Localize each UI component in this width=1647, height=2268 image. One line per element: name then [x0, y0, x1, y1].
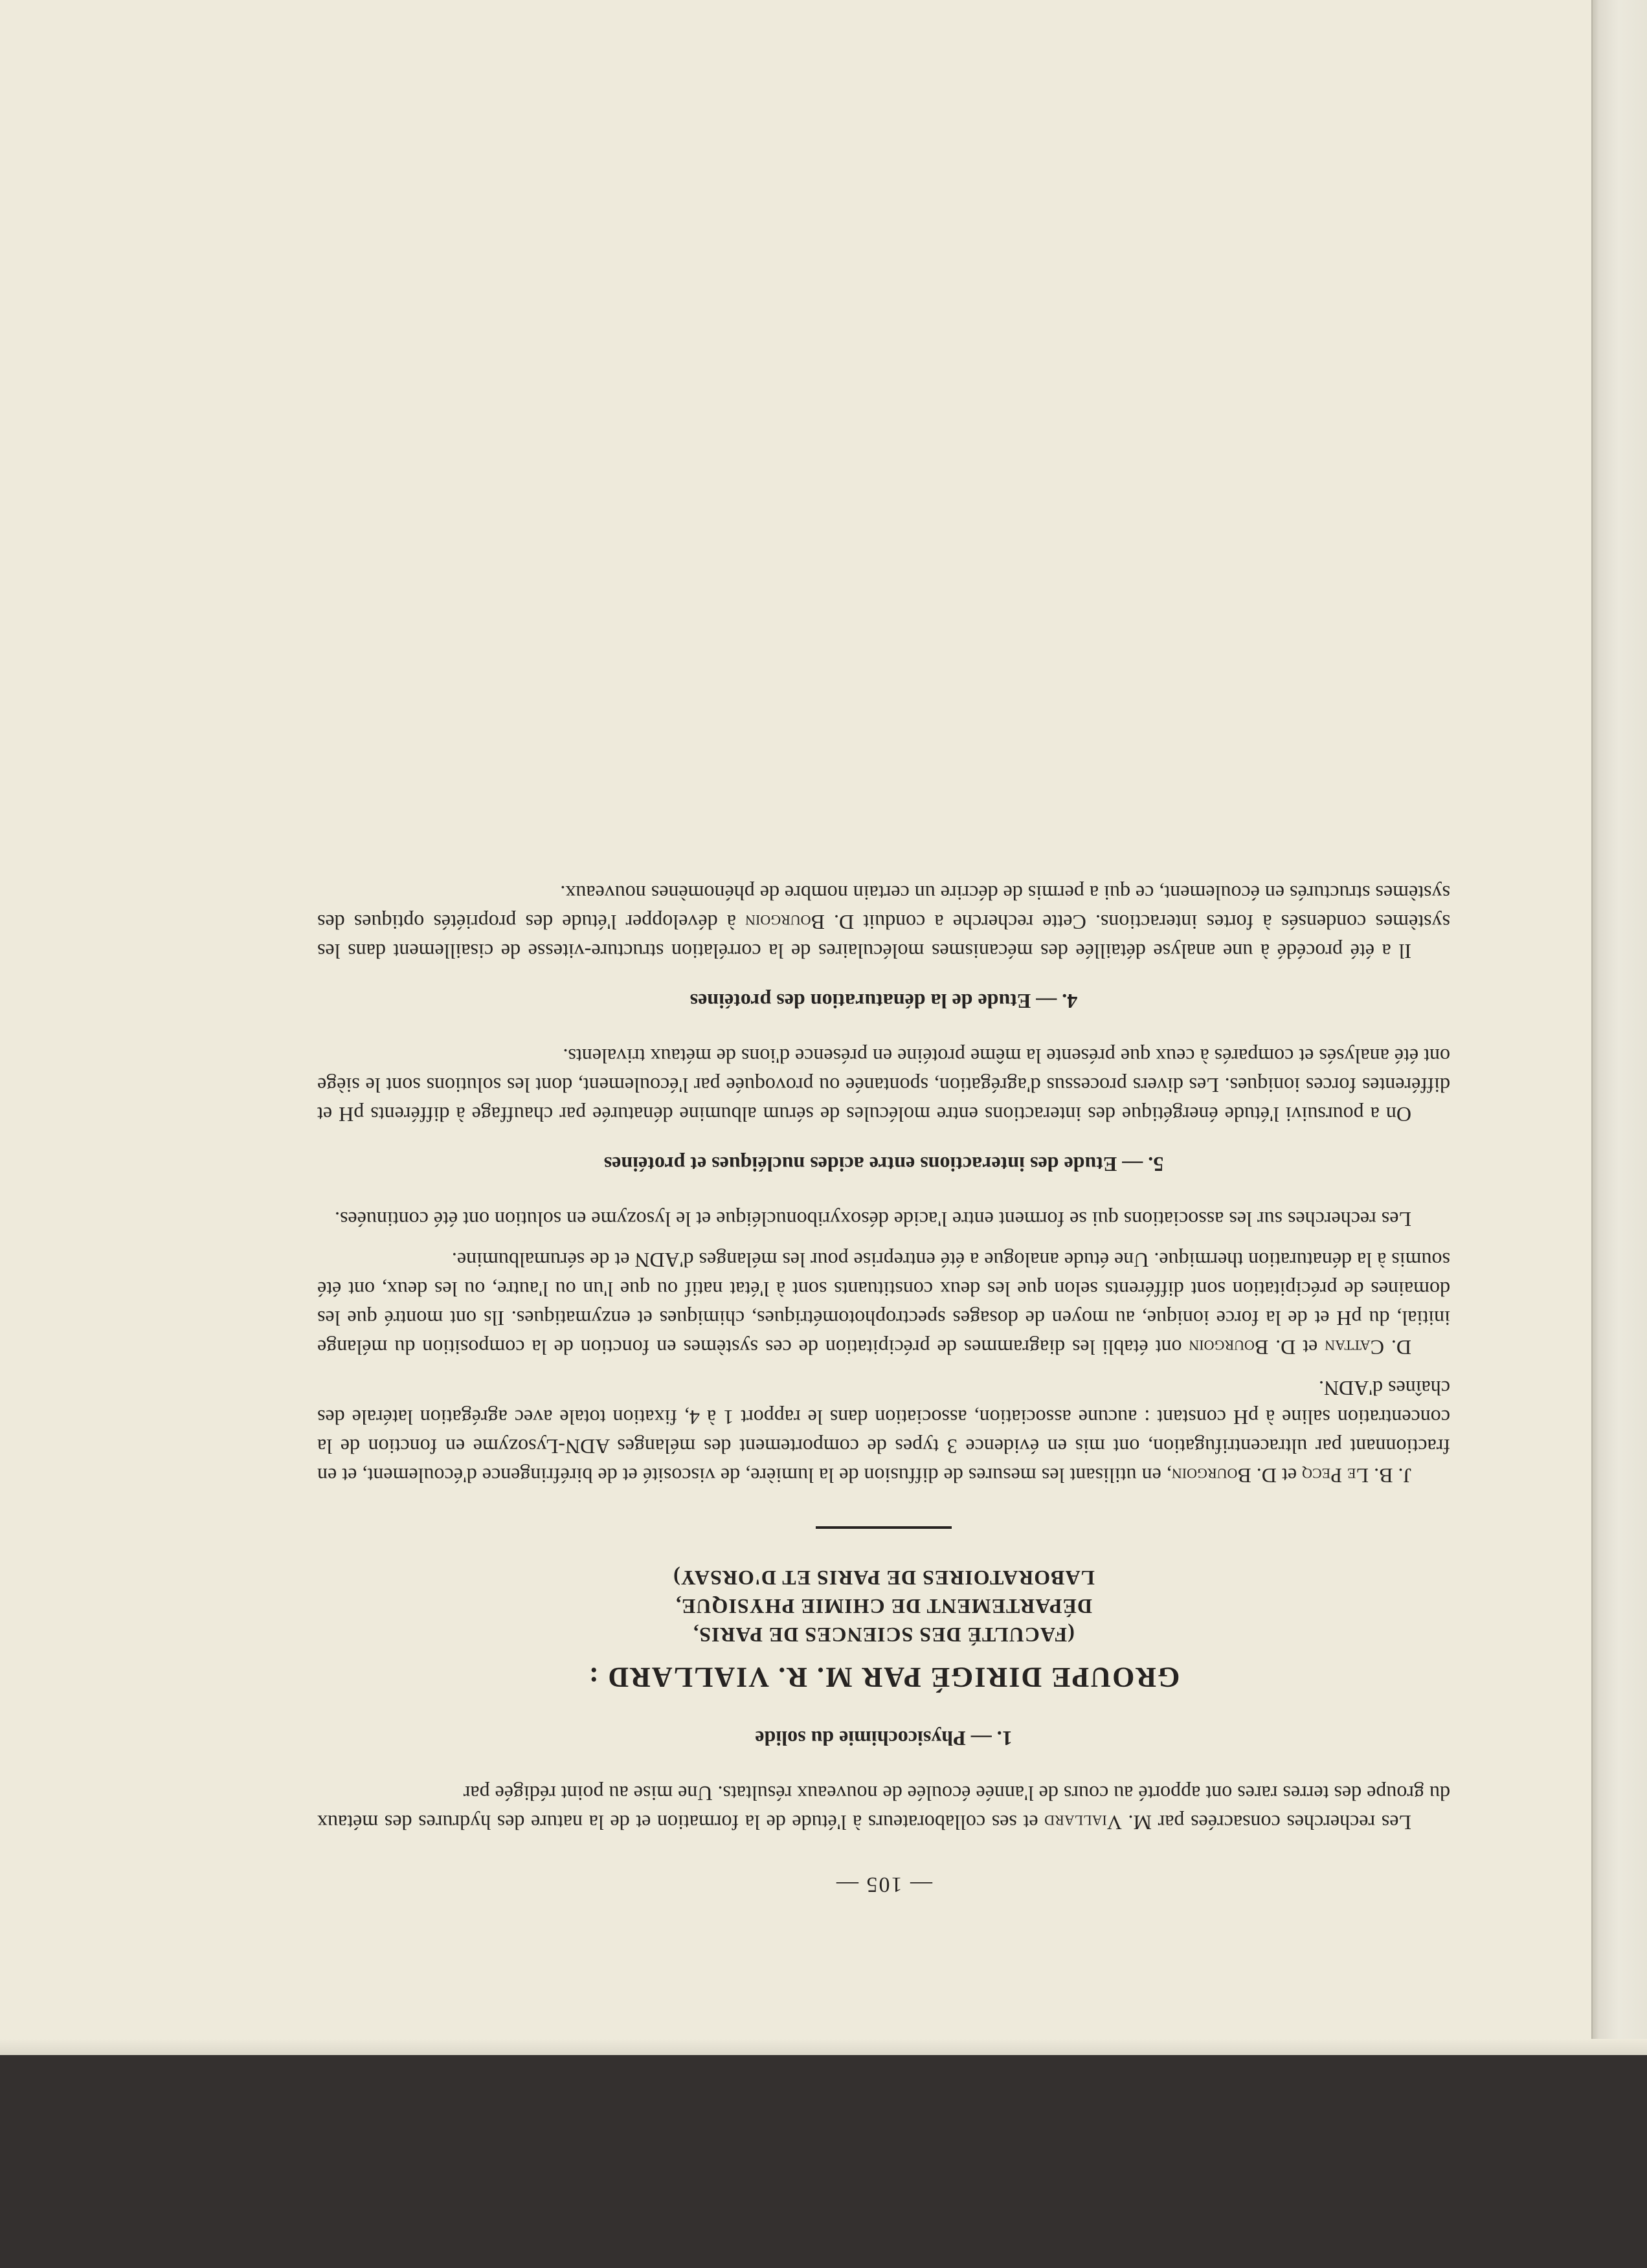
- adjacent-page-edge: [1591, 0, 1647, 2055]
- section-title-4: 4. — Etude de la dénaturation des protéines: [689, 990, 1078, 1013]
- paragraph-denaturation: On a poursuivi l'étude énergétique des interactions entre molécules de sérum albumine dénaturée par chauffage à différents pH et différentes forces ioniques. Les divers processus d'agrégation, spontanée ou provoquée par l'écoulement, dont les solutions sont le siège ont été analysés et comparés à ceux que présente la même protéine en présence d'ions de métaux trivalents.: [317, 1045, 1450, 1126]
- paragraph-dna-precipitation: D. Cattan et D. Bourgoin ont établi les diagrammes de précipitation de ces systèmes en fonction de la composition du mélange initial, du pH et de la force ionique, au moyen de dosages spectrophotométriques, chimiques et enzymatiques. Ils ont montré que les domaines de précipitation sont différents selon que les deux constituants sont à l'état natif ou que l'un ou l'autre, ou les deux, ont été soumis à la dénaturation thermique. Une étude analogue a été entreprise pour les mélanges d'ADN et de sérumalbumine.: [317, 1249, 1450, 1359]
- section-divider: [816, 1526, 952, 1529]
- group-affiliation-line-2: DÉPARTEMENT DE CHIMIE PHYSIQUE,: [675, 1595, 1092, 1618]
- section-title-5: 5. — Etude des interactions entre acides nucléiques et protéines: [603, 1153, 1164, 1176]
- group-heading: [317, 1564, 1450, 1694]
- group-title: GROUPE DIRIGÉ PAR M. R. VIALLARD :: [587, 1662, 1180, 1693]
- paragraph-dna-lysozyme-light: J. B. Le Pecq et D. Bourgoin, en utilisant les mesures de diffusion de la lumière, de viscosité et de biréfringence d'écoulement, et en fractionnant par ultracentrifugation, ont mis en évidence 3 types de comportement des mélanges ADN-Lysozyme en fonction de la concentration saline à pH constant : aucune association, association dans le rapport 1 à 4, fixation totale avec agrégation latérale des chaînes d'ADN.: [317, 1377, 1450, 1487]
- paragraph-dna-associations: Les recherches sur les associations qui se forment entre l'acide désoxyribonucléique et le lysozyme en solution ont été continuées.: [334, 1208, 1411, 1231]
- group-affiliation-line-1: (FACULTÉ DES SCIENCES DE PARIS,: [693, 1623, 1075, 1647]
- paragraph-hydrides: Les recherches consacrées par M. Viallard et ses collaborateurs à l'étude de la formation et de la nature des hydrures des métaux du groupe des terres rares ont apporté au cours de l'année écoulée de nouveaux résultats. Une mise au point rédigée par: [317, 1782, 1450, 1834]
- group-affiliation-line-3: LABORATOIRES DE PARIS ET D'ORSAY): [673, 1566, 1095, 1590]
- page-bottom-edge: [0, 2039, 1647, 2055]
- author-name: Viallard: [1044, 1811, 1122, 1834]
- page-number: — 105 —: [835, 1873, 932, 1896]
- paragraph-shear-structure: Il a été procédé à une analyse détaillée des mécanismes moléculaires de la corrélation structure-vitesse de cisaillement dans les systèmes condensés à fortes interactions. Cette recherche a conduit D. Bourgoin à développer l'étude des propriétés optiques des systèmes structurés en écoulement, ce qui a permis de décrire un certain nombre de phénomènes nouveaux.: [317, 882, 1450, 963]
- page-content-rotated: [317, 214, 1450, 1896]
- section-title-1: 1. — Physicochimie du solide: [755, 1727, 1013, 1750]
